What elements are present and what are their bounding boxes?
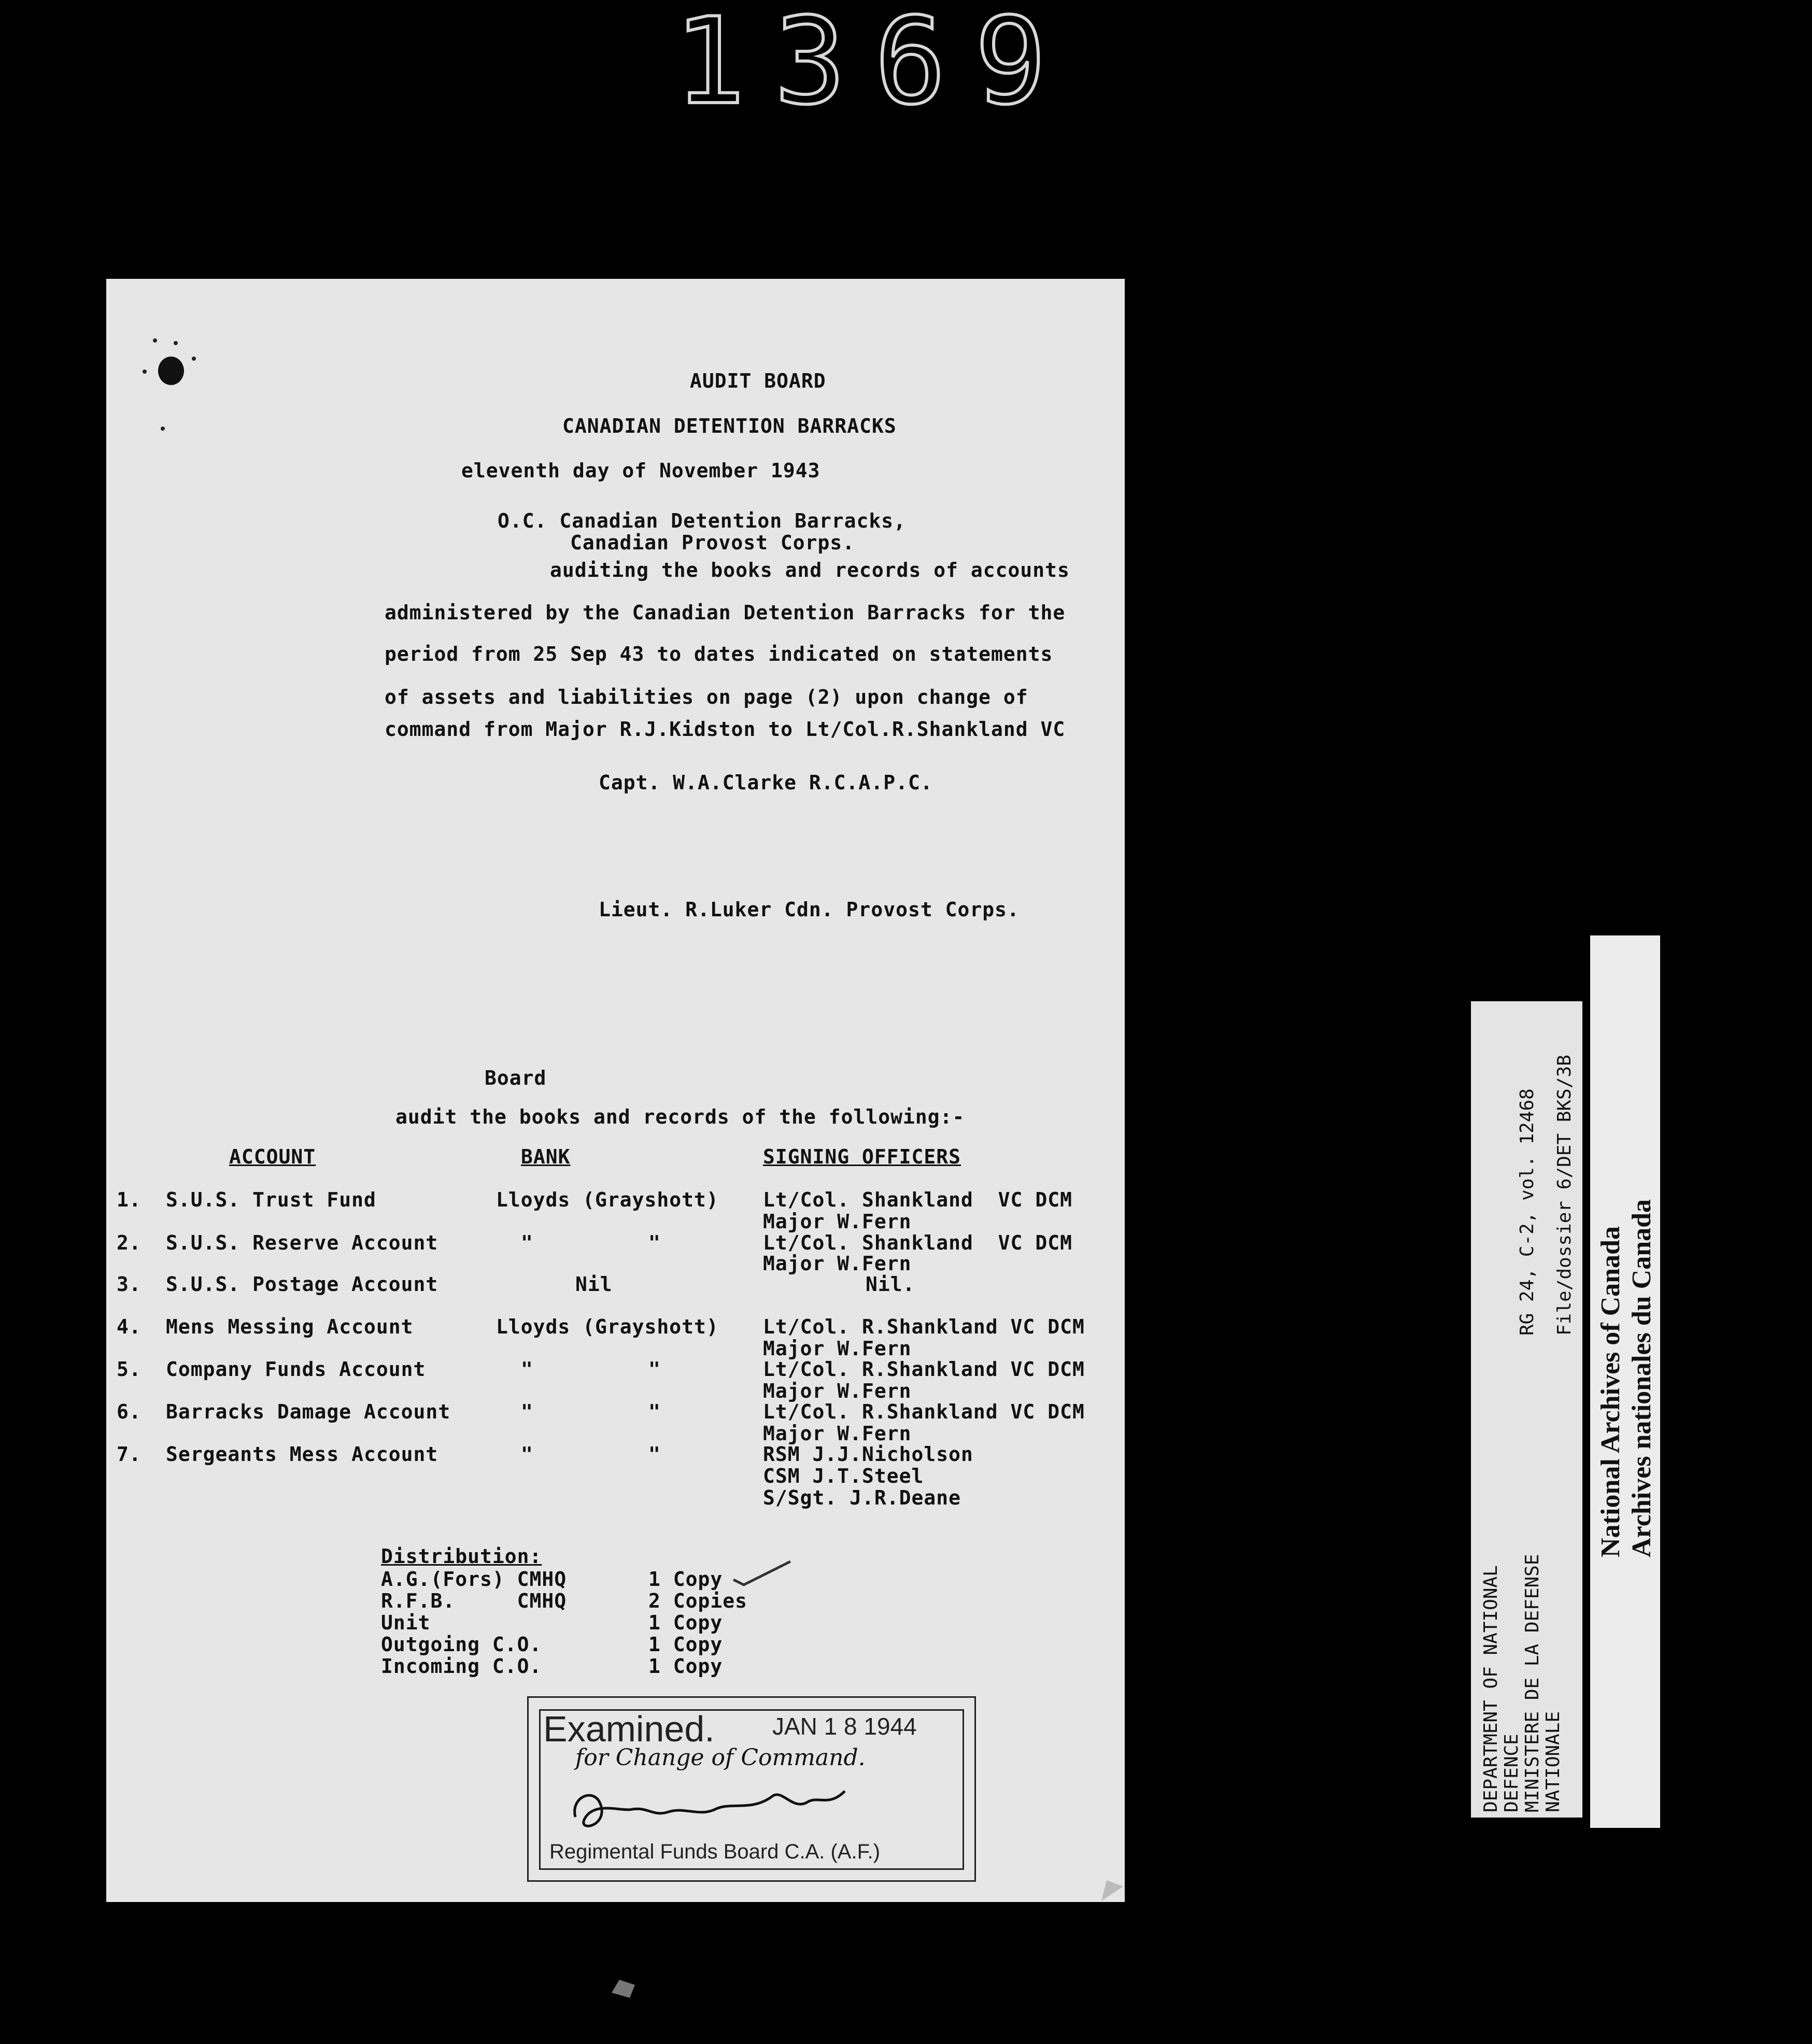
distribution-quantity: 1 Copy: [648, 1633, 723, 1656]
signing-officer: Major W.Fern: [763, 1210, 912, 1233]
national-archives-label: [1590, 935, 1660, 1828]
body-line-2: administered by the Canadian Detention Barracks for the: [385, 601, 1066, 624]
film-speck: [609, 1977, 638, 2000]
archives-name-french: Archives nationales du Canada: [1627, 1199, 1657, 1557]
distribution-quantity: 2 Copies: [648, 1589, 748, 1612]
date-line: eleventh day of November 1943: [461, 459, 820, 482]
archives-name-english: National Archives of Canada: [1596, 1226, 1625, 1557]
body-line-1: auditing the books and records of accounts: [550, 559, 1070, 581]
ditto-mark: ": [521, 1443, 533, 1466]
signing-officer: Lt/Col. R.Shankland VC DCM: [763, 1358, 1085, 1381]
board-officer-2: Lieut. R.Luker Cdn. Provost Corps.: [599, 898, 1020, 921]
document-page: [106, 279, 1125, 1902]
account-name: Mens Messing Account: [166, 1315, 414, 1338]
account-name: Company Funds Account: [166, 1358, 426, 1381]
stamp-organization: Regimental Funds Board C.A. (A.F.): [549, 1840, 881, 1863]
board-label: Board: [485, 1067, 547, 1089]
board-officer-1: Capt. W.A.Clarke R.C.A.P.C.: [599, 771, 933, 794]
reference-file: File/dossier 6/DET BKS/3B: [1554, 1055, 1575, 1336]
ink-speck: [161, 427, 165, 431]
col-header-signing-officers: SIGNING OFFICERS: [763, 1145, 961, 1168]
signing-officer: Lt/Col. R.Shankland VC DCM: [763, 1400, 1085, 1423]
body-line-5: command from Major R.J.Kidston to Lt/Col.R.Shankland VC: [385, 718, 1066, 741]
oc-line-2: Canadian Provost Corps.: [570, 531, 855, 554]
body-line-3: period from 25 Sep 43 to dates indicated on statements: [385, 643, 1053, 665]
account-name: S.U.S. Postage Account: [166, 1273, 438, 1296]
ink-speck: [143, 370, 147, 374]
row-number: 5.: [117, 1358, 141, 1381]
signing-officer: RSM J.J.Nicholson: [763, 1443, 973, 1466]
account-name: S.U.S. Reserve Account: [166, 1231, 438, 1254]
signing-officer: Lt/Col. R.Shankland VC DCM: [763, 1315, 1085, 1338]
col-header-bank: BANK: [521, 1145, 571, 1168]
signing-officer: Nil.: [866, 1273, 915, 1296]
bank-name: Lloyds (Grayshott): [496, 1188, 719, 1211]
dept-line-3: MINISTERE DE LA DEFENSE: [1522, 1554, 1543, 1812]
distribution-quantity: 1 Copy: [648, 1655, 723, 1678]
ink-speck: [192, 357, 196, 361]
ditto-mark: ": [521, 1231, 533, 1254]
ditto-mark: ": [521, 1358, 533, 1381]
checkmark-icon: [731, 1559, 793, 1590]
heading-barracks: CANADIAN DETENTION BARRACKS: [562, 415, 897, 437]
handwritten-note: for Change of Command.: [575, 1744, 866, 1771]
oc-line-1: O.C. Canadian Detention Barracks,: [498, 509, 906, 532]
bank-name: Lloyds (Grayshott): [496, 1315, 719, 1338]
row-number: 2.: [117, 1231, 141, 1254]
signing-officer: Lt/Col. Shankland VC DCM: [763, 1231, 1072, 1254]
body-line-4: of assets and liabilities on page (2) upon change of: [385, 686, 1028, 708]
distribution-recipient: R.F.B. CMHQ: [381, 1589, 567, 1612]
account-name: Sergeants Mess Account: [166, 1443, 438, 1466]
signing-officer: Major W.Fern: [763, 1380, 912, 1402]
page-corner-fold: [1101, 1880, 1123, 1901]
signing-officer: Major W.Fern: [763, 1422, 912, 1445]
dept-line-2: DEFENCE: [1501, 1734, 1522, 1812]
audit-line: audit the books and records of the following:-: [395, 1105, 965, 1128]
dept-line-1: DEPARTMENT OF NATIONAL: [1480, 1565, 1502, 1812]
signing-officer: Major W.Fern: [763, 1252, 912, 1275]
row-number: 4.: [117, 1315, 141, 1338]
stamp-date: JAN 1 8 1944: [772, 1713, 917, 1740]
ink-blot: [158, 357, 184, 385]
distribution-quantity: 1 Copy: [648, 1611, 723, 1634]
ditto-mark: ": [648, 1443, 661, 1466]
distribution-recipient: Unit: [381, 1611, 431, 1634]
distribution-recipient: Outgoing C.O.: [381, 1633, 542, 1656]
ditto-mark: ": [648, 1400, 661, 1423]
examined-stamp: [527, 1696, 976, 1882]
distribution-title: Distribution:: [381, 1545, 542, 1568]
account-name: Barracks Damage Account: [166, 1400, 451, 1423]
row-number: 7.: [117, 1443, 141, 1466]
row-number: 6.: [117, 1400, 141, 1423]
distribution-quantity: 1 Copy: [648, 1568, 723, 1591]
distribution-recipient: Incoming C.O.: [381, 1655, 542, 1678]
reference-volume: RG 24, C-2, vol. 12468: [1517, 1088, 1538, 1336]
ink-speck: [153, 338, 157, 343]
col-header-account: ACCOUNT: [229, 1145, 316, 1168]
signing-officer: S/Sgt. J.R.Deane: [763, 1486, 961, 1509]
distribution-recipient: A.G.(Fors) CMHQ: [381, 1568, 567, 1591]
bank-name: Nil: [575, 1273, 613, 1296]
account-name: S.U.S. Trust Fund: [166, 1188, 376, 1211]
dept-line-4: NATIONALE: [1542, 1711, 1564, 1812]
row-number: 1.: [117, 1188, 141, 1211]
ink-speck: [174, 341, 178, 345]
heading-audit-board: AUDIT BOARD: [690, 370, 826, 392]
signature-icon: [565, 1781, 855, 1838]
archive-reference-label: [1471, 1001, 1582, 1818]
ditto-mark: ": [521, 1400, 533, 1423]
ditto-mark: ": [648, 1358, 661, 1381]
ditto-mark: ": [648, 1231, 661, 1254]
signing-officer: Lt/Col. Shankland VC DCM: [763, 1188, 1072, 1211]
row-number: 3.: [117, 1273, 141, 1296]
stamp-examined-label: Examined.: [543, 1709, 715, 1749]
frame-number: 1369: [674, 0, 1075, 131]
signing-officer: CSM J.T.Steel: [763, 1465, 924, 1487]
signing-officer: Major W.Fern: [763, 1337, 912, 1360]
